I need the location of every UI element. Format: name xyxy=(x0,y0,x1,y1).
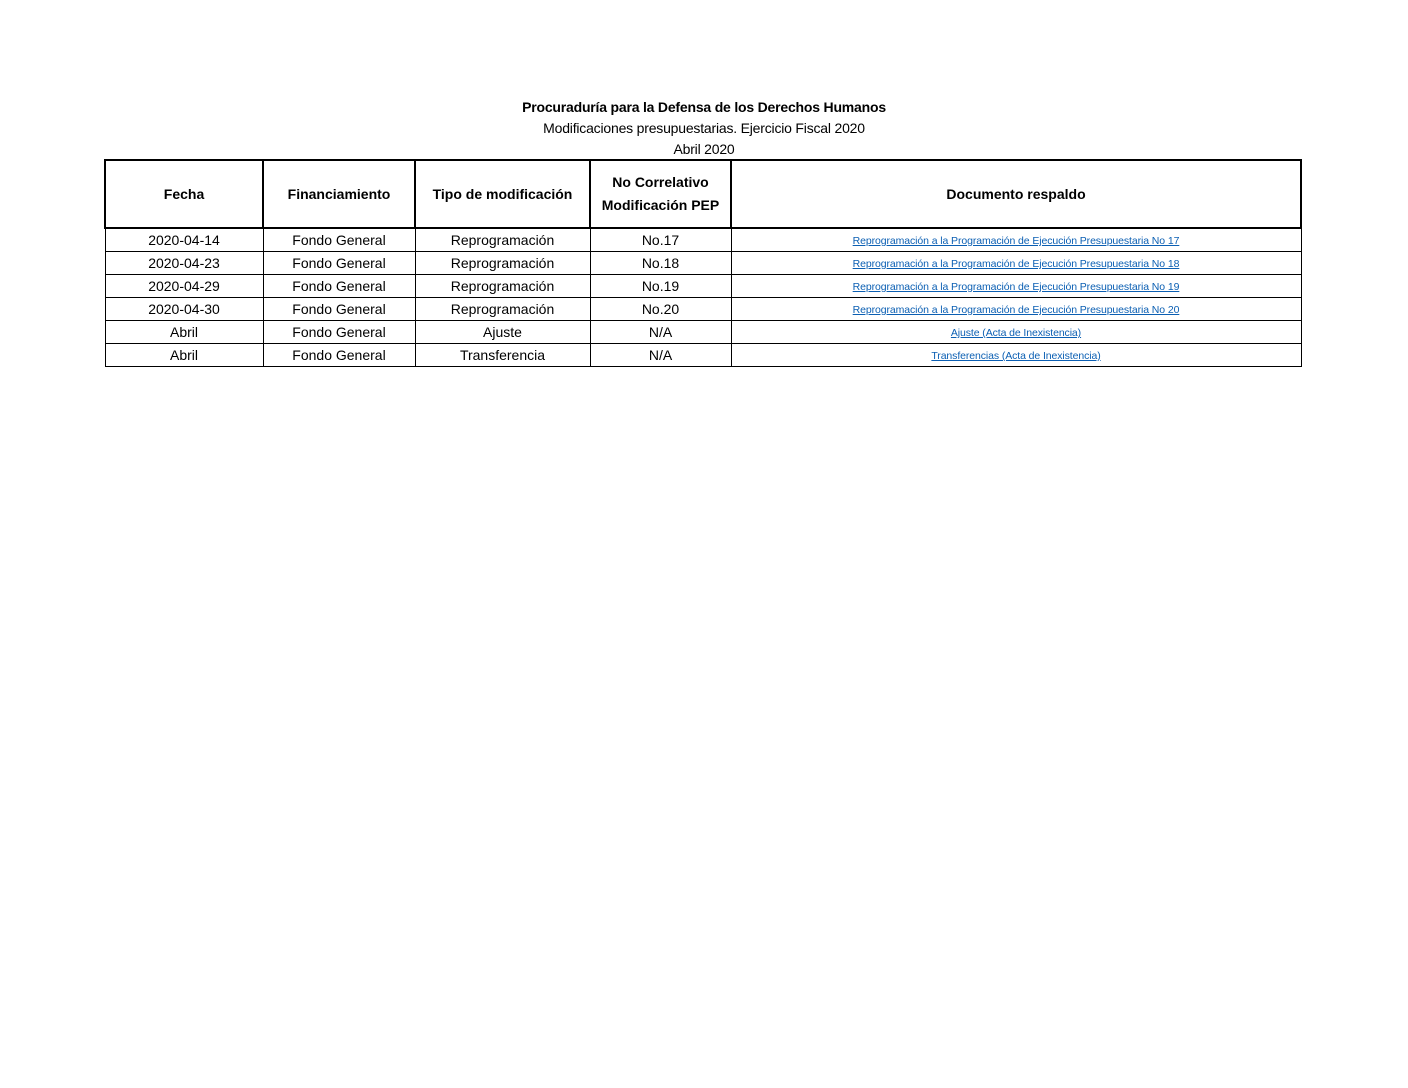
table-row xyxy=(105,321,1301,344)
cell-tipo: Reprogramación xyxy=(415,228,590,252)
cell-financiamiento: Fondo General xyxy=(263,275,415,298)
table-row xyxy=(105,298,1301,321)
cell-documento xyxy=(731,321,1301,344)
cell-fecha: 2020-04-29 xyxy=(105,275,263,298)
cell-documento xyxy=(731,228,1301,252)
cell-fecha: 2020-04-23 xyxy=(105,252,263,275)
cell-no: No.20 xyxy=(590,298,731,321)
column-header-fecha: Fecha xyxy=(105,160,263,228)
cell-documento xyxy=(731,298,1301,321)
column-header-no-correlativo-line2: Modificación PEP xyxy=(601,197,720,213)
cell-financiamiento: Fondo General xyxy=(263,344,415,367)
cell-financiamiento: Fondo General xyxy=(263,298,415,321)
cell-financiamiento: Fondo General xyxy=(263,252,415,275)
cell-tipo: Reprogramación xyxy=(415,298,590,321)
table-header-row xyxy=(105,160,1301,228)
column-header-tipo: Tipo de modificación xyxy=(415,160,590,228)
document-period: Abril 2020 xyxy=(673,141,735,157)
column-header-financiamiento: Financiamiento xyxy=(263,160,415,228)
document-title: Procuraduría para la Defensa de los Derechos Humanos xyxy=(522,99,886,115)
documento-link[interactable]: Ajuste (Acta de Inexistencia) xyxy=(950,327,1082,339)
cell-fecha: 2020-04-30 xyxy=(105,298,263,321)
table-row xyxy=(105,344,1301,367)
document-header xyxy=(0,97,1408,160)
documento-link[interactable]: Reprogramación a la Programación de Ejecución Presupuestaria No 20 xyxy=(852,304,1180,316)
cell-no: No.17 xyxy=(590,228,731,252)
cell-financiamiento: Fondo General xyxy=(263,228,415,252)
table-header xyxy=(105,160,1301,228)
cell-tipo: Transferencia xyxy=(415,344,590,367)
table-row xyxy=(105,228,1301,252)
modifications-table xyxy=(104,159,1302,367)
table-body xyxy=(105,228,1301,367)
cell-no: No.18 xyxy=(590,252,731,275)
column-header-no-correlativo-line1: No Correlativo xyxy=(612,174,709,190)
column-header-no-correlativo xyxy=(590,160,731,228)
cell-financiamiento: Fondo General xyxy=(263,321,415,344)
cell-tipo: Reprogramación xyxy=(415,252,590,275)
cell-documento xyxy=(731,252,1301,275)
document-subtitle: Modificaciones presupuestarias. Ejercicio Fiscal 2020 xyxy=(543,120,865,136)
modifications-table-container xyxy=(104,159,1302,367)
column-header-documento: Documento respaldo xyxy=(731,160,1301,228)
cell-fecha: Abril xyxy=(105,344,263,367)
cell-tipo: Ajuste xyxy=(415,321,590,344)
cell-fecha: 2020-04-14 xyxy=(105,228,263,252)
documento-link[interactable]: Reprogramación a la Programación de Ejecución Presupuestaria No 18 xyxy=(852,258,1180,270)
documento-link[interactable]: Transferencias (Acta de Inexistencia) xyxy=(931,350,1101,362)
cell-tipo: Reprogramación xyxy=(415,275,590,298)
cell-no: No.19 xyxy=(590,275,731,298)
cell-documento xyxy=(731,344,1301,367)
documento-link[interactable]: Reprogramación a la Programación de Ejecución Presupuestaria No 19 xyxy=(852,281,1180,293)
documento-link[interactable]: Reprogramación a la Programación de Ejecución Presupuestaria No 17 xyxy=(852,235,1180,247)
table-row xyxy=(105,252,1301,275)
cell-no: N/A xyxy=(590,321,731,344)
cell-no: N/A xyxy=(590,344,731,367)
cell-documento xyxy=(731,275,1301,298)
table-row xyxy=(105,275,1301,298)
cell-fecha: Abril xyxy=(105,321,263,344)
